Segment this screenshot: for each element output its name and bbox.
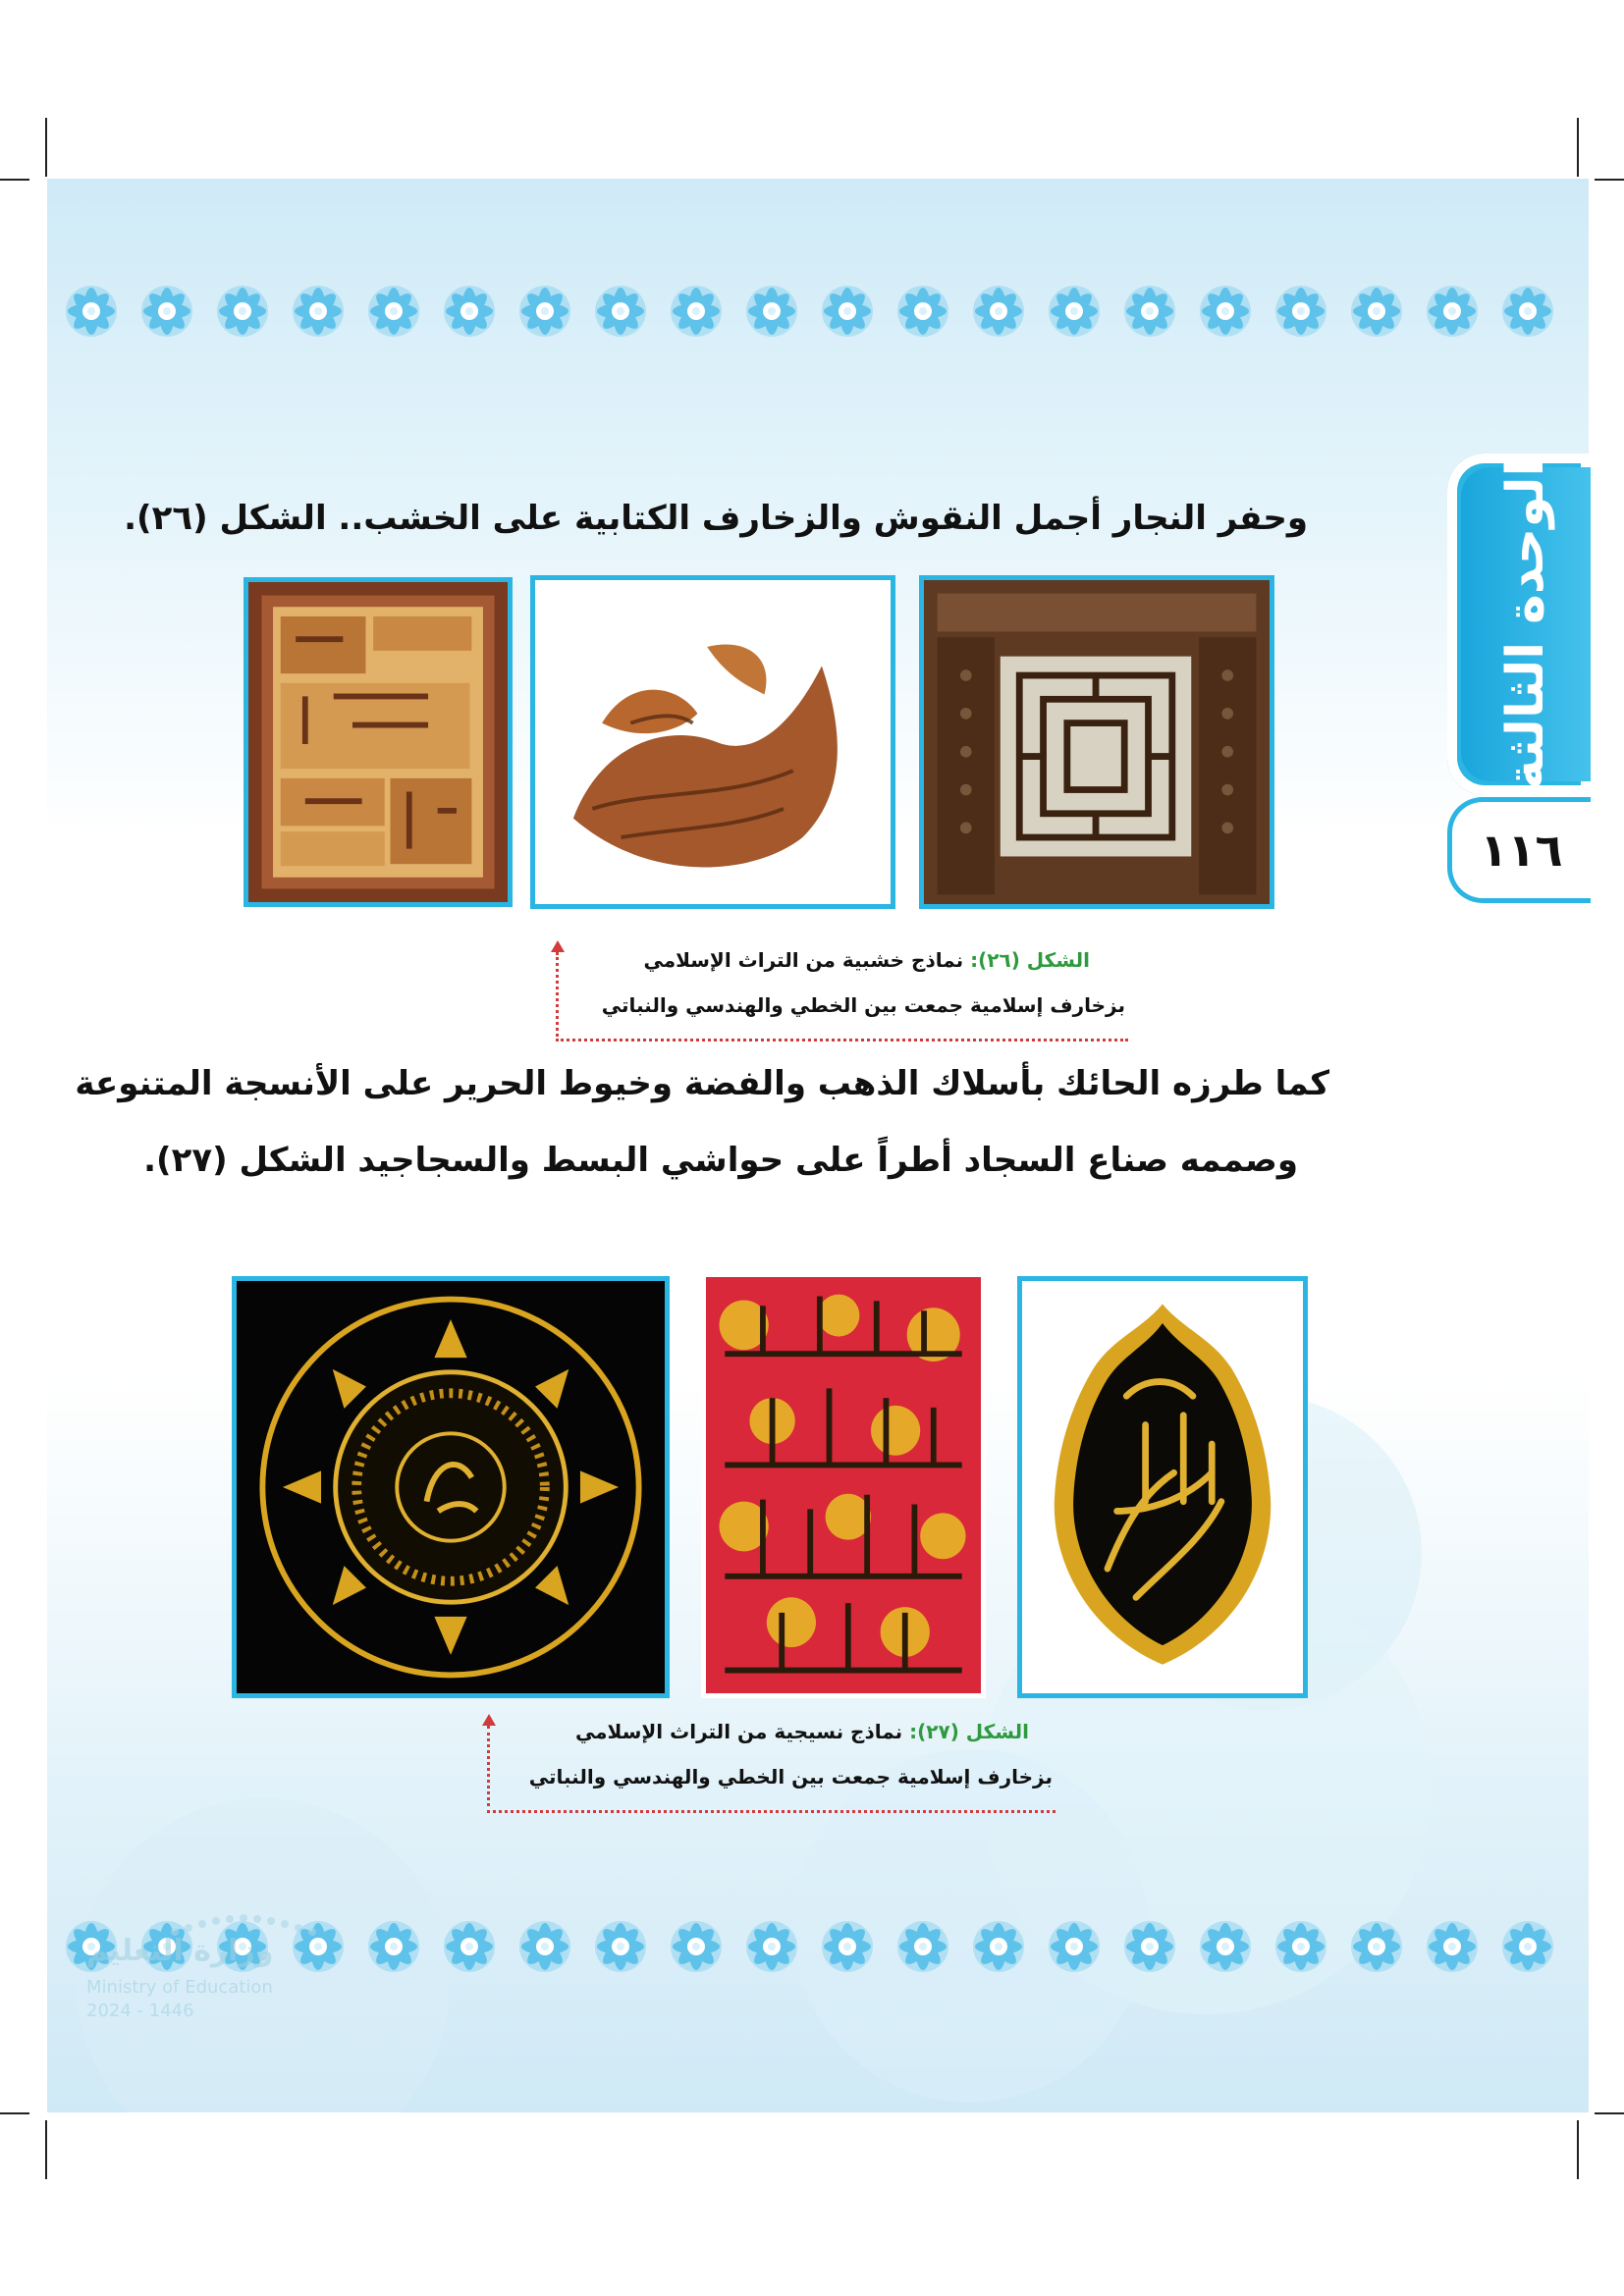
crop-mark — [45, 118, 47, 177]
paragraph-wood-carving: وحفر النجار أجمل النقوش والزخارف الكتابية على الخشب.. الشكل (٢٦). — [124, 499, 1308, 538]
paragraph-textiles-line-2: وصممه صناع السجاد أطراً على حواشي البسط والسجاجيد الشكل (٢٧). — [143, 1141, 1298, 1180]
top-flower-border — [47, 257, 1589, 365]
crop-mark — [0, 2112, 29, 2114]
figure-27-pointer-line — [487, 1726, 1056, 1813]
ministry-name-en: Ministry of Education — [86, 1977, 273, 1998]
figure-27-label: الشكل (٢٧): — [909, 1720, 1029, 1743]
unit-tab — [1447, 454, 1591, 795]
silk-textile-calligraphy-image — [701, 1272, 986, 1698]
wood-muhammad-calligraphy-image — [530, 575, 895, 909]
wood-calligraphy-panel-image — [244, 577, 513, 907]
paragraph-textiles-line-1: كما طرزه الحائك بأسلاك الذهب والفضة وخيوط الحرير على الأنسجة المتنوعة — [75, 1064, 1329, 1103]
ministry-name-ar: وزارة التعليم — [86, 1934, 274, 1968]
page-number-badge — [1447, 797, 1591, 903]
figure-26-title: نماذج خشبية من التراث الإسلامي — [643, 948, 964, 972]
page-number: ١١٦ — [1480, 824, 1563, 877]
figure-27-pointer-arrow — [482, 1714, 496, 1726]
figure-27-title: نماذج نسيجية من التراث الإسلامي — [574, 1720, 903, 1743]
crop-mark — [1577, 118, 1579, 177]
crop-mark — [45, 2120, 47, 2179]
crop-mark — [0, 179, 29, 181]
figure-27-caption-line-2: بزخارف إسلامية جمعت بين الخطي والهندسي والنباتي — [528, 1765, 1053, 1789]
figure-26-pointer-line — [556, 952, 1128, 1041]
crop-mark — [1595, 2112, 1624, 2114]
gold-embroidered-medallion-image — [232, 1276, 670, 1698]
wood-mashrabiya-window-image — [919, 575, 1274, 909]
ministry-year: 2024 - 1446 — [86, 2001, 194, 2021]
figure-26-caption-line-2: بزخارف إسلامية جمعت بين الخطي والهندسي والنباتي — [601, 993, 1125, 1017]
figure-26-label: الشكل (٢٦): — [970, 948, 1090, 972]
unit-title: الوحدة الثالثة — [1496, 458, 1555, 790]
gold-calligraphy-embroidery-image — [1017, 1276, 1308, 1698]
figure-26-pointer-arrow — [551, 940, 565, 952]
ministry-logo — [86, 1912, 342, 2059]
crop-mark — [1577, 2120, 1579, 2179]
crop-mark — [1595, 179, 1624, 181]
